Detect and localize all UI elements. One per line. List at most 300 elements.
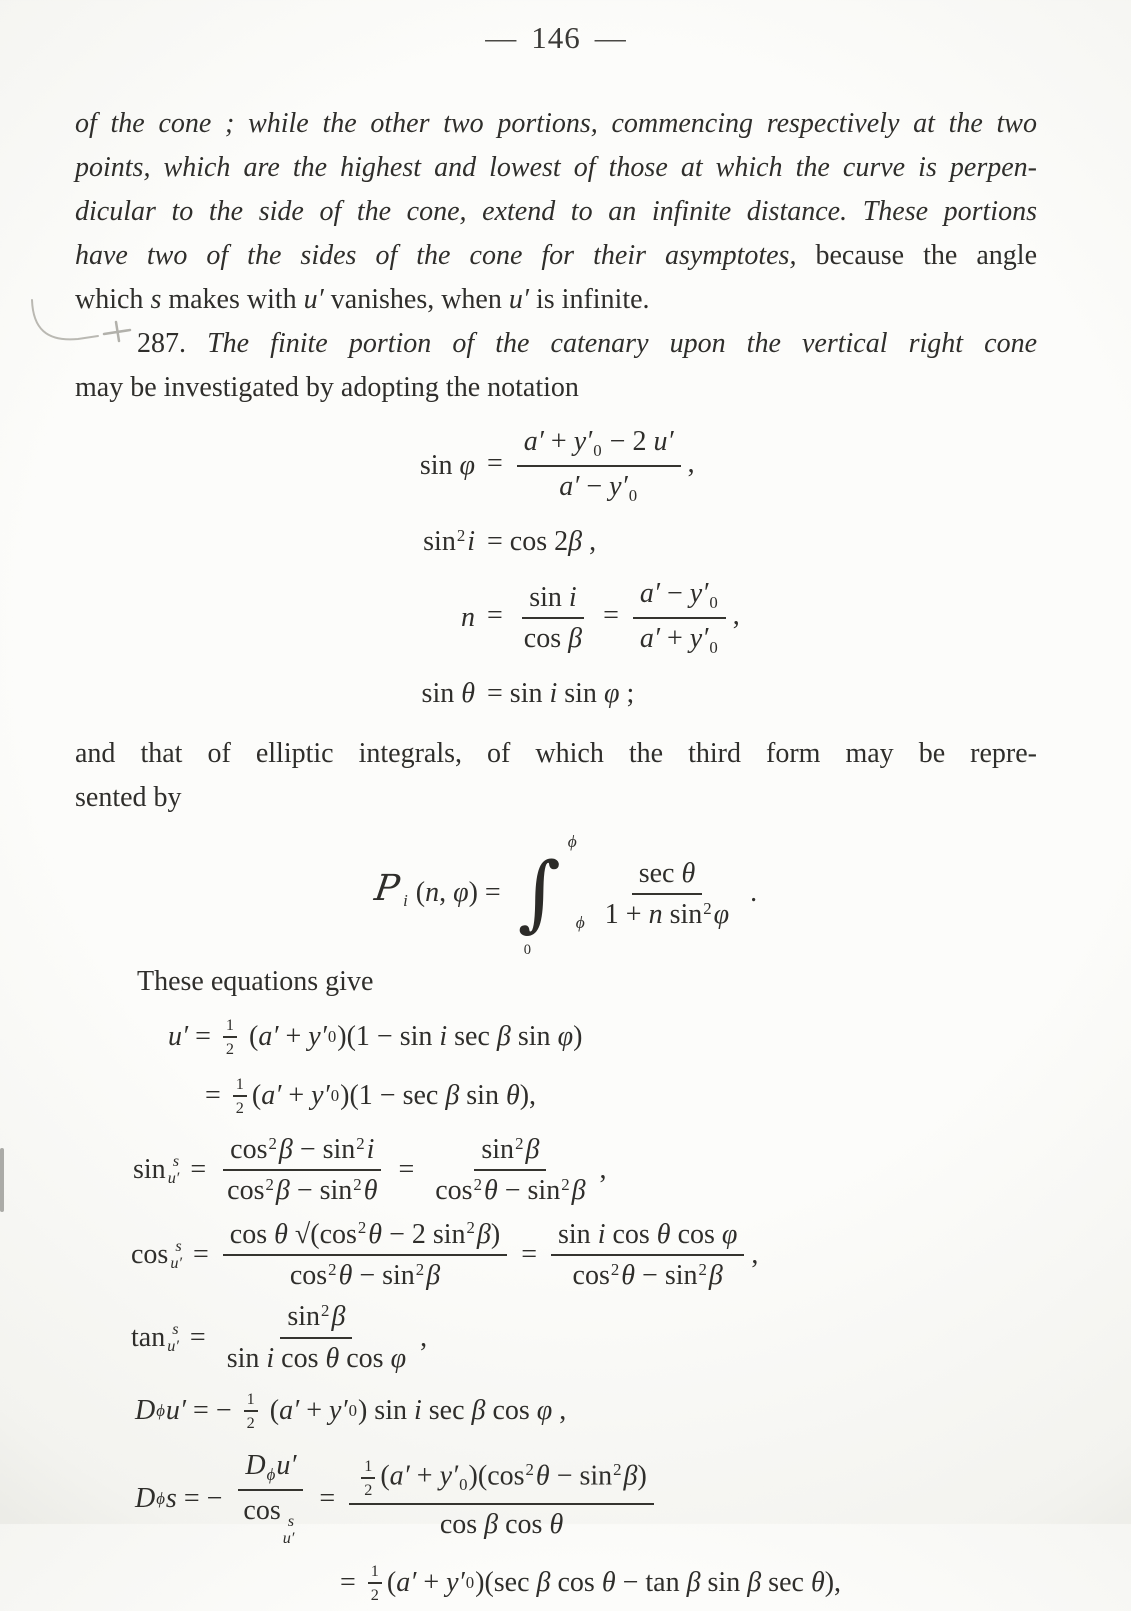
subscript: 0 — [709, 637, 718, 657]
text-segment: sin — [510, 1021, 558, 1052]
equation-rhs — [487, 426, 695, 505]
italic-text-segment: θ — [274, 1218, 288, 1250]
superscript: 2 — [613, 1460, 622, 1480]
fraction-denominator — [236, 1491, 305, 1547]
italic-text-segment: β — [568, 623, 583, 654]
text-segment: = — [188, 1021, 218, 1052]
text-segment: = — [596, 600, 626, 632]
italic-text-segment: φ — [390, 1342, 407, 1374]
italic-text-segment: of the cone ; while the other two portions, commencing respectively at the two — [75, 108, 1037, 139]
fraction-denominator — [517, 619, 589, 654]
text-segment: 1 — [246, 1389, 255, 1408]
italic-text-segment: These portions — [847, 196, 1037, 227]
italic-text-segment: β — [496, 1021, 511, 1052]
stack-top: s — [172, 1319, 179, 1338]
these-equations-label: These equations give — [137, 966, 374, 997]
superscript: 2 — [415, 1259, 425, 1279]
math-fraction — [633, 578, 726, 657]
italic-text-segment: β — [471, 1395, 486, 1427]
text-line — [75, 190, 1037, 234]
stacked-arc-ratio — [168, 1153, 180, 1187]
italic-text-segment: n — [425, 876, 440, 908]
text-segment: )(1 − sin — [337, 1021, 440, 1052]
stack-bottom: u′ — [167, 1169, 180, 1188]
text-segment: 2 — [225, 1040, 235, 1058]
fraction-numerator — [233, 1075, 247, 1097]
text-segment: cos — [131, 1239, 169, 1271]
text-segment: + — [281, 1080, 312, 1111]
italic-text-segment: y′ — [609, 471, 628, 502]
italic-text-segment: y′ — [689, 623, 709, 654]
subscript: 0 — [459, 1475, 468, 1495]
fraction-denominator — [428, 1171, 592, 1206]
italic-text-segment: points, which are the highest and lowest of those at which the curve is perpen- — [75, 152, 1037, 183]
text-segment: ) — [637, 1460, 647, 1492]
text-segment: cos — [605, 1218, 657, 1250]
italic-text-segment: β — [484, 1509, 499, 1541]
italic-text-segment: a′ — [639, 623, 660, 654]
italic-text-segment: θ — [368, 1218, 383, 1250]
italic-text-segment: θ — [363, 1175, 378, 1207]
text-segment: = − — [186, 1395, 239, 1427]
equation-lhs — [325, 526, 475, 558]
text-segment: 2 — [246, 1414, 255, 1433]
text-segment: , — [732, 600, 740, 632]
stacked-arc-ratio — [283, 1513, 295, 1547]
italic-text-segment: φ — [603, 678, 620, 709]
italic-text-segment: θ — [810, 1567, 825, 1599]
text-segment: , — [687, 448, 695, 480]
math-fraction — [236, 1450, 305, 1547]
superscript: 2 — [466, 1218, 475, 1238]
italic-text-segment: a′ — [523, 426, 544, 458]
text-segment: + — [416, 1567, 447, 1599]
italic-text-segment: i — [439, 1021, 448, 1052]
text-line — [75, 776, 1037, 820]
fraction-denominator — [552, 467, 645, 506]
italic-text-segment: D — [135, 1395, 156, 1427]
text-segment: cos — [572, 1260, 610, 1292]
italic-text-segment: β — [708, 1260, 723, 1292]
stack-top: s — [287, 1512, 295, 1531]
text-segment: sin — [133, 1154, 166, 1186]
italic-text-segment: β — [476, 1218, 491, 1250]
fraction-numerator — [280, 1301, 352, 1338]
text-segment: = — [312, 1482, 343, 1514]
fraction-denominator — [598, 895, 736, 930]
text-segment: sented by — [75, 782, 182, 813]
superscript: 2 — [268, 1133, 277, 1153]
italic-text-segment: a′ — [389, 1460, 410, 1492]
italic-text-segment: i — [467, 526, 475, 558]
italic-text-segment: β — [686, 1567, 701, 1599]
text-segment: − — [660, 578, 690, 610]
italic-text-segment: u′ — [303, 284, 324, 315]
equation-sin-s-u — [133, 1134, 1037, 1207]
text-line — [75, 366, 1037, 410]
fraction-denominator — [368, 1584, 382, 1604]
italic-text-segment: β — [275, 1175, 290, 1207]
italic-text-segment: φ — [536, 1395, 553, 1427]
fraction-numerator — [223, 1219, 507, 1256]
text-segment: cos — [243, 1494, 281, 1526]
text-segment: − 2 sin — [382, 1218, 466, 1250]
italic-text-segment: i — [413, 1395, 422, 1427]
italic-text-segment: θ — [656, 1218, 671, 1250]
math-fraction — [428, 1134, 592, 1207]
text-segment: makes with — [161, 284, 304, 315]
superscript: 2 — [515, 1133, 524, 1153]
italic-text-segment: y′ — [439, 1460, 459, 1492]
fraction-denominator — [283, 1256, 447, 1291]
text-segment: − 2 — [602, 426, 654, 458]
italic-text-segment: D — [135, 1482, 156, 1514]
italic-text-segment: β — [623, 1460, 638, 1492]
derived-equations — [75, 1012, 1037, 1611]
text-segment: cos — [523, 623, 569, 654]
italic-text-segment: y′ — [311, 1080, 330, 1111]
text-segment: ) sin — [357, 1395, 414, 1427]
fraction-numerator — [474, 1134, 546, 1171]
text-segment: + — [278, 1021, 309, 1052]
italic-text-segment: s — [150, 284, 162, 315]
text-segment: )(cos — [468, 1460, 525, 1492]
equation-u-prime — [168, 1012, 1037, 1062]
text-segment: + — [543, 426, 574, 458]
text-segment: )(1 − sec — [340, 1080, 446, 1111]
italic-text-segment: y′ — [446, 1567, 465, 1599]
fraction-denominator — [220, 1171, 384, 1206]
text-segment: − sin — [289, 1175, 353, 1207]
text-segment: . — [743, 876, 758, 908]
text-segment: , — [420, 1321, 428, 1353]
equation-rhs — [487, 578, 740, 657]
text-segment: sin — [662, 899, 703, 930]
text-line — [75, 322, 1037, 366]
text-segment: sin — [423, 526, 456, 558]
equation-lhs — [325, 602, 475, 634]
text-line — [75, 732, 1037, 776]
math-fraction — [551, 1219, 744, 1292]
fraction-numerator — [223, 1016, 237, 1038]
stack-bottom: u′ — [167, 1336, 179, 1355]
math-fraction — [244, 1390, 258, 1432]
header-dash-right: — — [594, 20, 627, 55]
equation-d-phi-s — [135, 1450, 1037, 1547]
italic-text-segment: θ — [535, 1460, 550, 1492]
text-segment: = — [391, 1154, 422, 1186]
equation-body — [372, 831, 758, 958]
italic-text-segment: β — [525, 1134, 540, 1165]
text-segment: + — [660, 623, 690, 654]
text-segment: 287. — [137, 328, 208, 359]
text-segment: sin — [419, 450, 460, 481]
italic-text-segment: a′ — [261, 1080, 282, 1111]
text-segment: − sin — [549, 1460, 613, 1492]
text-segment: cos — [339, 1342, 391, 1374]
subscript: 0 — [593, 441, 602, 461]
text-segment: 1 + — [604, 899, 649, 930]
text-segment: ( — [242, 1021, 259, 1052]
text-segment: 1 — [370, 1562, 379, 1581]
text-segment: , — [439, 876, 454, 908]
text-segment: ), — [824, 1567, 842, 1599]
math-fraction — [517, 582, 589, 655]
integral-upper-limit: ϕ — [567, 831, 577, 851]
italic-text-segment: n — [461, 602, 475, 633]
text-segment: sec — [761, 1567, 811, 1599]
text-segment: 2 — [364, 1481, 373, 1499]
superscript: 2 — [561, 1175, 570, 1195]
text-line — [75, 960, 1037, 1004]
italic-text-segment: u′ — [508, 284, 529, 315]
fraction-denominator — [433, 1505, 570, 1540]
italic-text-segment: i — [266, 1342, 275, 1374]
subscript: 0 — [348, 1401, 357, 1421]
fraction-numerator — [517, 426, 681, 467]
text-segment: = cos 2 — [487, 526, 569, 557]
text-segment: ) — [490, 1218, 501, 1250]
integral-lower-limit-subscript: 0 — [523, 941, 532, 958]
fraction-denominator — [566, 1256, 730, 1291]
text-segment: = — [182, 1321, 213, 1353]
italic-text-segment: y′ — [329, 1395, 348, 1427]
text-segment: cos — [230, 1134, 268, 1165]
italic-text-segment: i — [597, 1218, 606, 1250]
italic-text-segment: y′ — [689, 578, 709, 610]
italic-text-segment: D — [245, 1450, 266, 1482]
italic-text-segment: u′ — [165, 1395, 187, 1427]
superscript: 2 — [456, 525, 466, 545]
scan-edge-artifact — [0, 1148, 4, 1212]
text-line — [75, 102, 1037, 146]
math-fraction — [517, 426, 681, 505]
italic-text-segment: θ — [505, 1080, 520, 1111]
stack-top: s — [175, 1237, 182, 1256]
stack-bottom: u′ — [170, 1254, 182, 1273]
superscript: 2 — [357, 1218, 367, 1238]
text-segment: = — [183, 1154, 214, 1186]
superscript: 2 — [328, 1259, 337, 1279]
text-segment: = — [186, 1239, 216, 1271]
fraction-numerator — [349, 1457, 654, 1505]
italic-text-segment: θ — [549, 1509, 564, 1541]
italic-text-segment: dicular to the side of the cone, extend to an infinite distance. — [75, 196, 848, 227]
text-segment: sin — [557, 678, 604, 709]
subscript: 0 — [465, 1573, 475, 1593]
superscript: 2 — [356, 1133, 365, 1153]
text-segment: , — [751, 1239, 759, 1271]
equation-rhs — [487, 526, 596, 558]
equation-lhs — [325, 678, 475, 710]
notation-equations — [75, 420, 1037, 718]
text-segment: − sin — [352, 1260, 415, 1292]
integral-with-limits — [514, 831, 585, 958]
fraction-denominator — [233, 1097, 247, 1117]
subscript: 0 — [327, 1027, 337, 1046]
text-segment: − — [579, 471, 610, 502]
text-segment: may be investigated by adopting the notation — [75, 372, 579, 403]
text-segment: = — [205, 1080, 228, 1111]
fraction-numerator — [244, 1390, 258, 1412]
equation-lhs — [325, 450, 475, 482]
text-segment: ( — [251, 1080, 262, 1111]
text-segment: sec — [638, 857, 682, 889]
text-segment: + — [299, 1395, 330, 1427]
text-segment: = sin — [487, 678, 550, 709]
page-content — [75, 20, 1037, 1611]
equation-d-phi-u — [135, 1384, 1037, 1438]
text-segment: 2 — [235, 1099, 244, 1117]
equation-tan-s-u — [131, 1301, 1037, 1374]
italic-text-segment: θ — [601, 1567, 616, 1599]
math-fraction — [349, 1457, 654, 1541]
italic-text-segment: φ — [721, 1218, 738, 1250]
math-fraction — [361, 1457, 375, 1499]
paragraph-287 — [75, 322, 1037, 410]
text-segment: = — [487, 448, 510, 480]
text-segment: sin — [700, 1567, 748, 1599]
fraction-denominator — [633, 619, 726, 658]
text-segment: )(sec — [475, 1567, 537, 1599]
text-segment: sec — [421, 1395, 472, 1427]
script-p-symbol: P — [372, 868, 402, 910]
fraction-numerator — [632, 858, 703, 895]
equation-rhs — [487, 678, 634, 710]
superscript: 2 — [265, 1175, 274, 1195]
text-segment: 1 — [225, 1015, 235, 1034]
paragraph-continuation — [75, 102, 1037, 322]
subscript: ϕ — [156, 1488, 165, 1508]
italic-text-segment: β — [571, 1175, 586, 1207]
stacked-arc-ratio — [170, 1238, 182, 1272]
paragraph-these — [75, 960, 1037, 1004]
equation-sin-theta — [325, 670, 1037, 718]
text-segment: which — [75, 284, 151, 315]
fraction-numerator — [551, 1219, 744, 1256]
italic-text-segment: β — [568, 526, 583, 557]
math-fraction — [223, 1219, 507, 1292]
italic-text-segment: i — [549, 678, 558, 709]
text-segment: − tan — [615, 1567, 687, 1599]
subscript: 0 — [330, 1086, 340, 1105]
fraction-denominator — [223, 1038, 237, 1058]
text-segment: tan — [131, 1321, 166, 1353]
stack-top: s — [172, 1152, 180, 1171]
italic-text-segment: n — [648, 899, 663, 930]
text-segment: ( — [386, 1567, 397, 1599]
math-fraction — [233, 1075, 247, 1117]
text-segment: sin — [558, 1218, 598, 1250]
superscript: 2 — [698, 1259, 707, 1279]
text-segment: − sin — [292, 1134, 356, 1165]
italic-text-segment: The finite portion of the catenary upon the vertical right cone — [207, 328, 1037, 359]
text-segment: ), — [519, 1080, 537, 1111]
equation-elliptic-integral — [372, 831, 1037, 958]
text-segment: = − — [176, 1482, 230, 1514]
italic-text-segment: u′ — [653, 426, 674, 458]
text-segment: sin — [421, 678, 462, 709]
paragraph-elliptic — [75, 732, 1037, 820]
italic-text-segment: y′ — [308, 1021, 327, 1052]
text-segment: = — [514, 1239, 544, 1271]
text-segment: cos — [498, 1509, 550, 1541]
italic-text-segment: β — [747, 1567, 762, 1599]
subscript: 0 — [709, 593, 718, 613]
text-segment: cos — [274, 1342, 326, 1374]
text-segment: + — [409, 1460, 440, 1492]
text-segment: , — [582, 526, 597, 557]
text-segment: cos — [227, 1175, 265, 1207]
text-line — [75, 234, 1037, 278]
text-segment: sin — [226, 1342, 267, 1374]
text-segment: and that of elliptic integrals, of which the third form may be repre- — [75, 738, 1037, 769]
subscript: i — [403, 891, 408, 911]
fraction-denominator — [220, 1339, 413, 1374]
italic-text-segment: β — [445, 1080, 460, 1111]
text-segment: ( — [408, 876, 426, 908]
text-segment: 1 — [364, 1456, 373, 1475]
text-segment: sin — [481, 1134, 515, 1165]
text-segment: ( — [262, 1395, 280, 1427]
math-fraction — [368, 1562, 382, 1604]
italic-text-segment: φ — [713, 899, 730, 930]
italic-text-segment: θ — [621, 1260, 636, 1292]
equation-u-prime-2 — [205, 1070, 1037, 1122]
text-segment: ) — [573, 1021, 583, 1052]
italic-text-segment: φ — [459, 450, 475, 481]
italic-text-segment: a′ — [396, 1567, 417, 1599]
fraction-numerator — [361, 1457, 375, 1479]
page-number: 146 — [531, 20, 581, 55]
text-segment: cos — [435, 1175, 473, 1207]
italic-text-segment: θ — [483, 1175, 498, 1207]
fraction-numerator — [223, 1134, 381, 1171]
italic-text-segment: φ — [557, 1021, 574, 1052]
italic-text-segment: a′ — [279, 1395, 300, 1427]
text-segment: vanishes, when — [323, 284, 509, 315]
fraction-numerator — [522, 582, 583, 619]
subscript: 0 — [628, 485, 638, 505]
equation-d-phi-s-2 — [340, 1555, 1037, 1611]
text-segment: sec — [447, 1021, 497, 1052]
fraction-numerator — [368, 1562, 382, 1584]
fraction-numerator — [238, 1450, 303, 1491]
text-segment: , — [599, 1154, 607, 1186]
superscript: 2 — [353, 1175, 362, 1195]
italic-text-segment: i — [568, 581, 577, 613]
superscript: 2 — [473, 1175, 482, 1195]
text-segment: sin — [529, 581, 569, 613]
italic-text-segment: have two of the sides of the cone for their asymptotes, — [75, 240, 797, 271]
text-segment: ; — [619, 678, 635, 709]
subscript: ϕ — [266, 1465, 276, 1485]
stack-bottom: u′ — [282, 1529, 295, 1548]
text-segment: cos — [229, 1218, 275, 1250]
text-line — [75, 278, 1037, 322]
fraction-denominator — [244, 1412, 258, 1432]
text-segment: − sin — [497, 1175, 561, 1207]
equation-sin2i — [325, 518, 1037, 566]
page-header — [75, 20, 1037, 62]
text-segment: cos — [289, 1260, 328, 1292]
text-segment: − sin — [635, 1260, 698, 1292]
header-dash-left: — — [485, 20, 518, 55]
italic-text-segment: β — [426, 1260, 441, 1292]
text-segment: 1 — [235, 1074, 244, 1093]
text-segment: because the angle — [796, 240, 1037, 271]
italic-text-segment: a′ — [639, 578, 660, 610]
